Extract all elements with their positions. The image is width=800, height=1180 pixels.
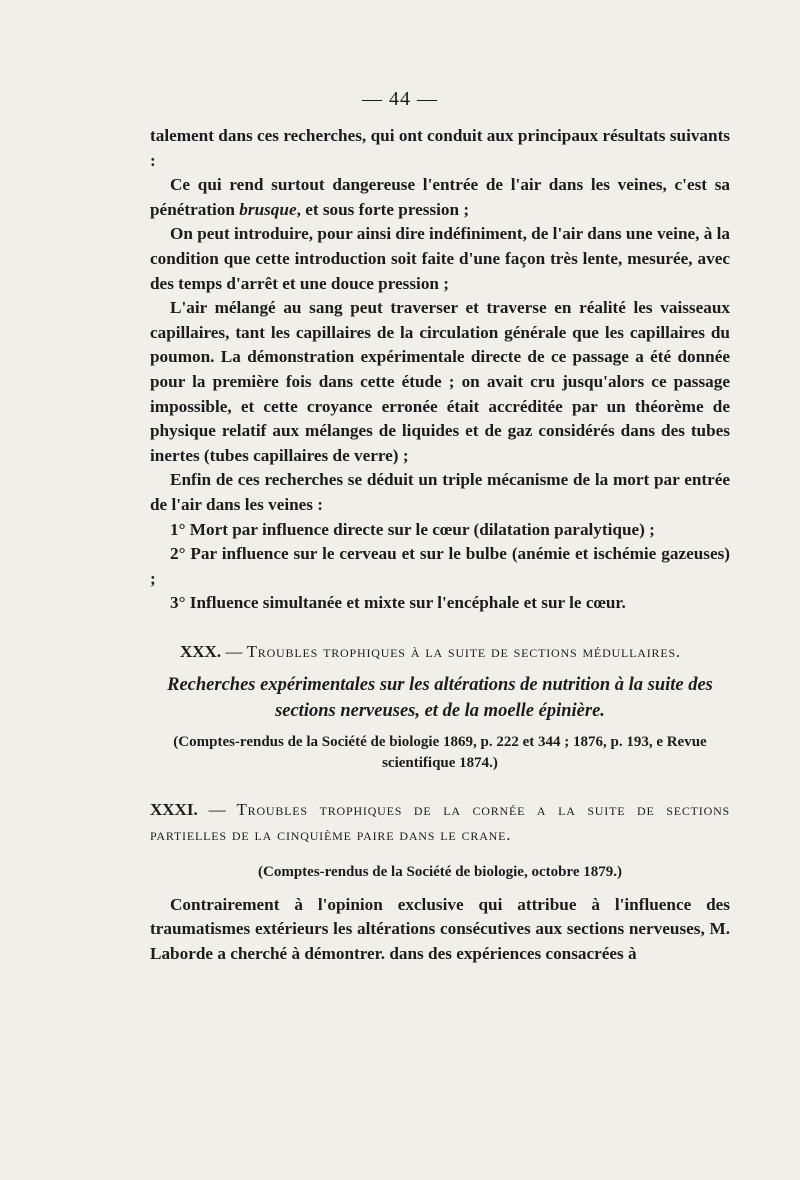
heading-dash: — [197, 800, 237, 820]
reference: (Comptes-rendus de la Société de biologie 1869, p. 222 et 344 ; 1876, p. 193, e Revue scientifique 1874.) [173, 734, 707, 772]
section-number: XXX. [180, 641, 222, 661]
paragraph: L'air mélangé au sang peut traverser et traverse en réalité les vaisseaux capillaires, tant les capillaires de la circulation générale que les capillaires du poumon. La démonstration expérimentale directe de ce passage a été donnée pour la première fois dans cette étude ; on avait cru jusqu'alors ce passage impossible, et cette croyance erronée était accréditée par un théorème de physique relatif aux mélanges de liquides et de gaz considérés dans des tubes inertes (tubes capillaires de verre) ; [150, 298, 730, 465]
section-subtitle: Recherches expérimentales sur les altérations de nutrition à la suite des sections nerveuses, et de la moelle épinière. [167, 675, 713, 722]
list-item: 3° Influence simultanée et mixte sur l'encéphale et sur le cœur. [170, 593, 626, 613]
list-item: 1° Mort par influence directe sur le cœur (dilatation paralytique) ; [170, 519, 655, 539]
reference: (Comptes-rendus de la Société de biologie, octobre 1879.) [258, 863, 622, 880]
paragraph: On peut introduire, pour ainsi dire indéfiniment, de l'air dans une veine, à la condition que cette introduction soit faite d'une façon très lente, mesurée, avec des temps d'arrêt et une douce pression ; [150, 224, 730, 293]
section-heading [150, 640, 730, 665]
heading-dash: — [221, 641, 247, 661]
paragraph [150, 173, 730, 222]
page-number: — 44 — [362, 88, 438, 110]
section-number: XXXI. [150, 800, 198, 820]
paragraph-text: Ce qui rend surtout dangereuse l'entrée de l'air dans les veines, c'est sa pénétration [150, 175, 730, 219]
section-title: Troubles trophiques de la cornée a la suite de sections partielles de la cinquième paire dans le crane. [150, 800, 731, 845]
section-title: Troubles trophiques à la suite de sections médullaires. [246, 641, 681, 661]
emphasis-text: brusque [239, 199, 297, 219]
paragraph: talement dans ces recherches, qui ont conduit aux principaux résultats suivants : [150, 126, 730, 170]
paragraph: Contrairement à l'opinion exclusive qui attribue à l'influence des traumatismes extérieurs les altérations consécutives aux sections nerveuses, M. Laborde a cherché à démontrer. dans des expériences consacrées à [150, 894, 730, 963]
paragraph: Enfin de ces recherches se déduit un triple mécanisme de la mort par entrée de l'air dans les veines : [150, 470, 730, 514]
paragraph-text: , et sous forte pression ; [296, 199, 470, 219]
section-heading [150, 798, 730, 847]
list-item: 2° Par influence sur le cerveau et sur le bulbe (anémie et ischémie gazeuses) ; [150, 544, 730, 588]
text-column [150, 124, 730, 966]
